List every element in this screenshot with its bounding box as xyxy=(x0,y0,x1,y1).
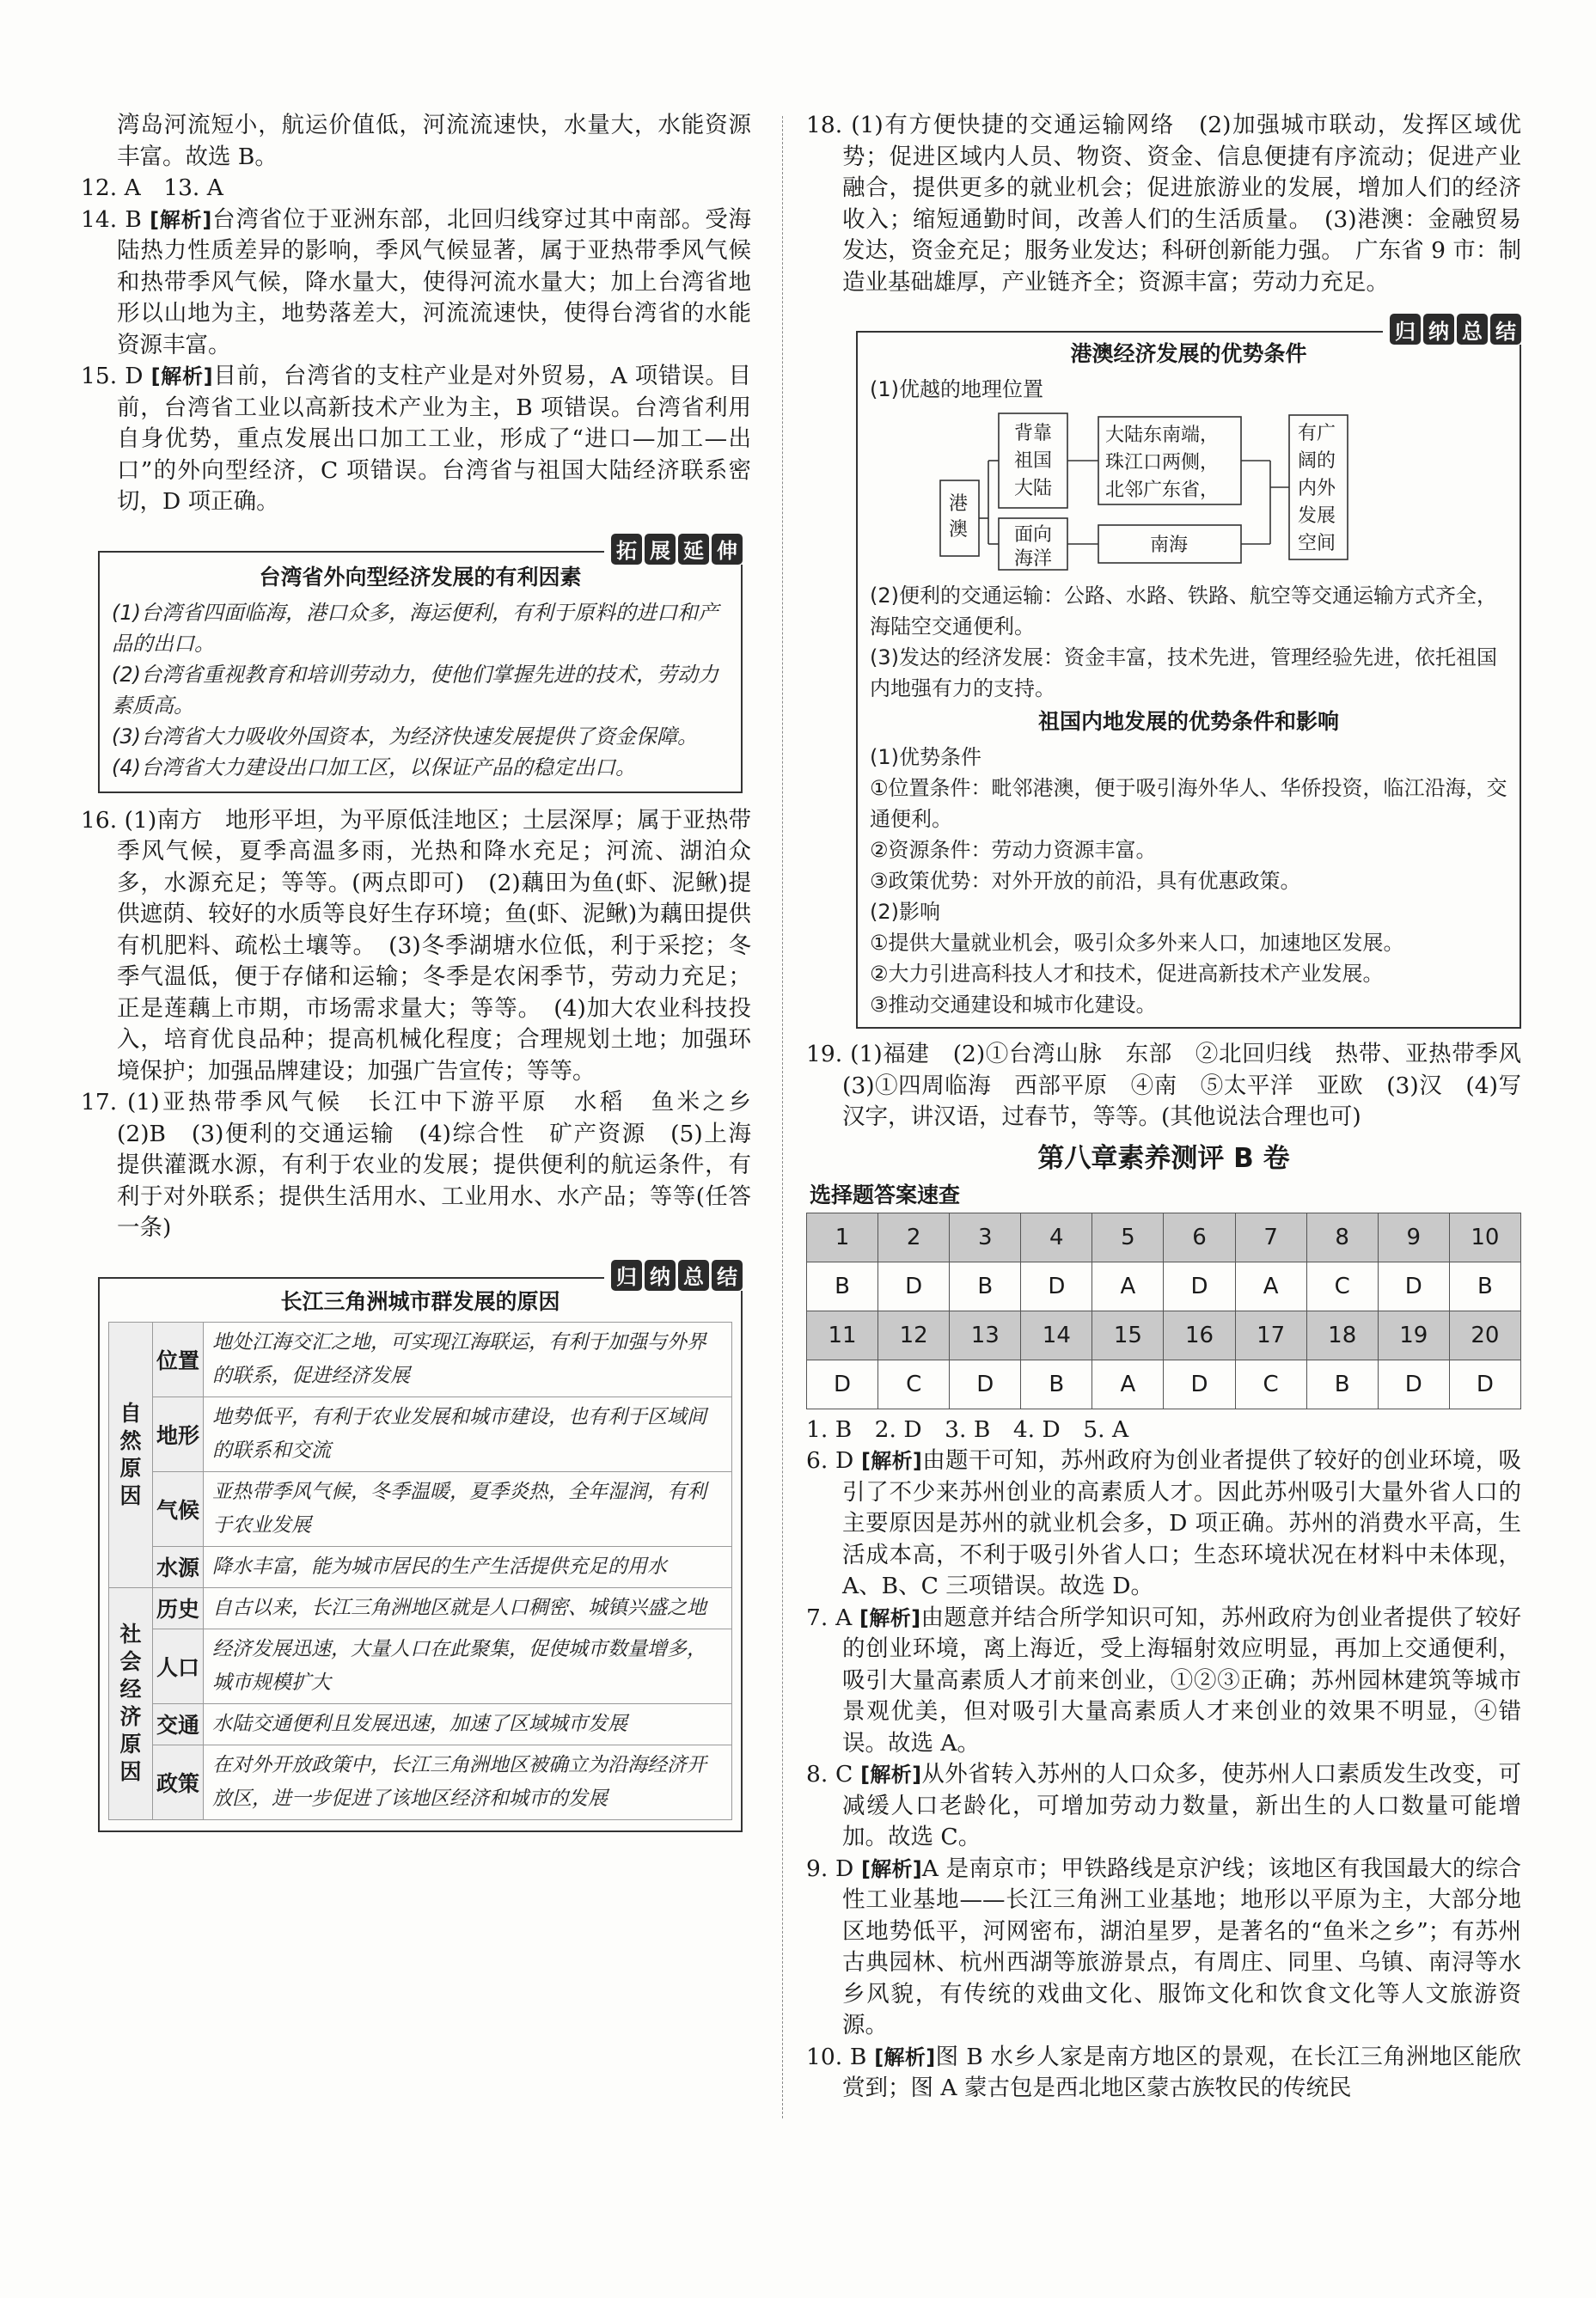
extension-tag: 拓 展 延 伸 xyxy=(604,534,743,565)
answer-row-numbers-2: 11 12 13 14 15 16 17 18 19 20 xyxy=(807,1311,1521,1360)
right-2: 阔的 xyxy=(1298,450,1336,472)
hk-lines-a: (2)便利的交通运输：公路、水路、铁路、航空等交通运输方式齐全，海陆空交通便利。 (3)发达的经济发展：资金丰富，技术先进，管理经验先进，依托祖国内地强有力的支持。 xyxy=(870,584,1497,700)
summary-title: 长江三角洲城市群发展的原因 xyxy=(280,1288,560,1314)
question-14: 14. B [解析]台湾省位于亚洲东部，北回归线穿过其中南部。受海陆热力性质差异的影响，季风气候显著，属于亚热带季风气候和热带季风气候，降水量大，使得河流水量大；加上台湾省地形以山地为主，地势落差大，河流流速快，使得台湾省的水能资源丰富。 xyxy=(81,205,752,358)
column-divider xyxy=(782,116,783,2118)
chapter-title: 第八章素养测评 B 卷 xyxy=(1037,1142,1290,1174)
right-3: 内外 xyxy=(1298,478,1336,499)
mianxiang-1: 面向 xyxy=(1014,524,1053,546)
dalu-3: 北邻广东省， xyxy=(1105,480,1220,501)
para-top: 湾岛河流短小，航运价值低，河流流速快，水量大，水能资源丰富。故选 B。 xyxy=(117,112,751,170)
gangao-label-1: 港 xyxy=(949,493,969,515)
hk-sub1: (1)优越的地理位置 xyxy=(870,377,1043,401)
answer-row-1: B D B D A D A C D B xyxy=(807,1262,1521,1311)
question-17: 17. (1)亚热带季风气候 长江中下游平原 水稻 鱼米之乡 (2)B (3)便利的交通运输 (4)综合性 矿产资源 (5)上海 提供灌溉水源，有利于农业的发展；提供便利的航运条件，有利于对外联系；提供生活用水、工业用水、水产品；等等(任答一条) xyxy=(81,1089,774,1241)
right-1: 有广 xyxy=(1298,423,1336,444)
dalu-1: 大陆东南端， xyxy=(1105,425,1220,446)
right-5: 空间 xyxy=(1298,533,1336,554)
answer-table xyxy=(806,1213,1521,1409)
answers-1-5: 1. B 2. D 3. B 4. D 5. A xyxy=(806,1415,1129,1443)
extension-title: 台湾省外向型经济发展的有利因素 xyxy=(259,564,582,590)
extension-box xyxy=(98,539,743,793)
gangao-label-2: 澳 xyxy=(949,519,969,541)
location-diagram xyxy=(870,405,1506,577)
question-16: 16. (1)南方 地形平坦，为平原低洼地区；土层深厚；属于亚热带季风气候，夏季高温多雨，光热和降水充足；河流、湖泊众多，水源充足；等等。(两点即可) (2)藕田为鱼(虾、泥鳅)提供遮荫、较好的水质等良好生存环境；鱼(虾、泥鳅)为藕田提供有机肥料、疏松土壤等。 (3)冬季湖塘水位低，利于采挖；冬季气温低，便于存储和运输；冬季是农闲季节，劳动力充足；正是莲藕上市期，市场需求量大；等等。 (4)加大农业科技投入，培育优良品种；提高机械化程度；合理规划土地；加强环境保护；加强品牌建设；加强广告宣传；等等。 xyxy=(81,806,751,1085)
question-7: 7. A [解析]由题意并结合所学知识可知，苏州政府为创业者提供了较好的创业环境，离上海近，受上海辐射效应明显，再加上交通便利，吸引大量高素质人才前来创业，①②③正确；苏州园林建筑等城市景观优美，但对吸引大量高素质人才来创业的效果不明显，④错误。故选 A。 xyxy=(806,1604,1521,1757)
right-column xyxy=(806,110,1544,2105)
kaokao-3: 大陆 xyxy=(1014,478,1053,499)
hk-title: 港澳经济发展的优势条件 xyxy=(1070,341,1307,366)
left-column xyxy=(81,110,774,1839)
dalu-2: 珠江口两侧， xyxy=(1105,452,1220,474)
question-6: 6. D [解析]由题干可知，苏州政府为创业者提供了较好的创业环境，吸引了不少来苏州创业的高素质人才。因此苏州吸引大量外省人口的主要原因是苏州的就业机会多，D 项正确。苏州的消费水平高，生活成本高，不利于吸引外省人口；生态环境状况在材料中未体现，A、B、C 三项错误。故选 D。 xyxy=(806,1447,1521,1599)
right-4: 发展 xyxy=(1298,505,1336,527)
answers-12-13: 12. A 13. A xyxy=(81,174,223,201)
summary-box-yangtze xyxy=(98,1265,743,1832)
question-15: 15. D [解析]目前，台湾省的支柱产业是对外贸易，A 项错误。目前，台湾省工业以高新技术产业为主，B 项错误。台湾省利用自身优势，重点发展出口加工工业，形成了“进口—加工—出口”的外向型经济，C 项错误。台湾省与祖国大陆经济联系密切，D 项正确。 xyxy=(81,363,752,515)
question-8: 8. C [解析]从外省转入苏州的人口众多，使苏州人口素质发生改变，可减缓人口老龄化，可增加劳动力数量，新出生的人口数量可能增加。故选 C。 xyxy=(806,1761,1522,1850)
mianxiang-2: 海洋 xyxy=(1014,548,1053,570)
summary-tag-2: 归 纳 总 结 xyxy=(1383,314,1521,345)
group-natural: 自然原因 xyxy=(109,1322,153,1587)
summary-box-hk-macau xyxy=(856,319,1521,1029)
nanhai: 南海 xyxy=(1150,535,1189,556)
question-18: 18. (1)有方便快捷的交通运输网络 (2)加强城市联动，发挥区域优势；促进区域内人员、物资、资金、信息便捷有序流动；促进产业融合，提供更多的就业机会；促进旅游业的发展，增加人们的经济收入；缩短通勤时间，改善人们的生活质量。 (3)港澳：金融贸易发达，资金充足；服务业发达；科研创新能力强。 广东省 9 市：制造业基础雄厚，产业链齐全；资源丰富；劳动力充足。 xyxy=(806,112,1521,296)
summary-tag: 归 纳 总 结 xyxy=(604,1260,743,1291)
question-9: 9. D [解析]A 是南京市；甲铁路线是京沪线；该地区有我国最大的综合性工业基地——长江三角洲工业基地；地形以平原为主，大部分地区地势低平，河网密布，湖泊星罗，是著名的“鱼米之乡”；有苏州古典园林、杭州西湖等旅游景点，有周庄、同里、乌镇、南浔等水乡风貌，有传统的戏曲文化、服饰文化和饮食文化等人文旅游资源。 xyxy=(806,1855,1521,2038)
yangtze-reasons-table: 自然原因 位置 地处江海交汇之地，可实现江海联运，有利于加强与外界的联系，促进经济发展 地形 地势低平，有利于农业发展和城市建设，也有利于区域间的联系和交流 气候 亚热带季风气候，冬季温暖，夏季炎热，全年湿润，有利于农业发展 水源 降水丰富，能为城市居民的生产生活提供充足的用水 社会经济原因 历史 自古以来，长江三角洲地区就是人口稠密、城镇兴盛之地 人口 经济发展迅速，大量人口在此聚集，促使城市数量增多，城市规模扩大 交通 水陆交通便利且发展迅速，加速了区域城市发展 政策 在对外开放政策中，长江三角洲地区被确立为沿海经济开放区，进一步促进了该地区经济和城市的发展 xyxy=(108,1322,732,1820)
answer-row-2: D C D B A D C B D D xyxy=(807,1360,1521,1409)
quick-answer-title: 选择题答案速查 xyxy=(810,1182,961,1207)
mainland-title: 祖国内地发展的优势条件和影响 xyxy=(1037,709,1339,734)
kaokao-2: 祖国 xyxy=(1014,450,1053,472)
kaokao-1: 背靠 xyxy=(1014,423,1053,444)
answer-row-numbers-1: 1 2 3 4 5 6 7 8 9 10 xyxy=(807,1213,1521,1262)
mainland-lines: (1)优势条件 ①位置条件：毗邻港澳，便于吸引海外华人、华侨投资，临江沿海，交通便利。 ②资源条件：劳动力资源丰富。 ③政策优势：对外开放的前沿，具有优惠政策。 (2)影响 ①提供大量就业机会，吸引众多外来人口，加速地区发展。 ②大力引进高科技人才和技术，促进高新技术产业发展。 ③推动交通建设和城市化建设。 xyxy=(870,745,1507,1017)
question-19: 19. (1)福建 (2)①台湾山脉 东部 ②北回归线 热带、亚热带季风 (3)①四周临海 西部平原 ④南 ⑤太平洋 亚欧 (3)汉 (4)写汉字，讲汉语，过春节，等等。(其他说法合理也可) xyxy=(806,1041,1544,1130)
extension-content: (1)台湾省四面临海，港口众多，海运便利，有利于原料的进口和产品的出口。 (2)台湾省重视教育和培训劳动力，使他们掌握先进的技术，劳动力素质高。 (3)台湾省大力吸收外国资本，为经济快速发展提供了资金保障。 (4)台湾省大力建设出口加工区，以保证产品的稳定出口。 xyxy=(112,600,719,779)
question-10: 10. B [解析]图 B 水乡人家是南方地区的景观，在长江三角洲地区能欣赏到；图 A 蒙古包是西北地区蒙古族牧民的传统民 xyxy=(806,2043,1521,2101)
group-social: 社会经济原因 xyxy=(109,1587,153,1819)
